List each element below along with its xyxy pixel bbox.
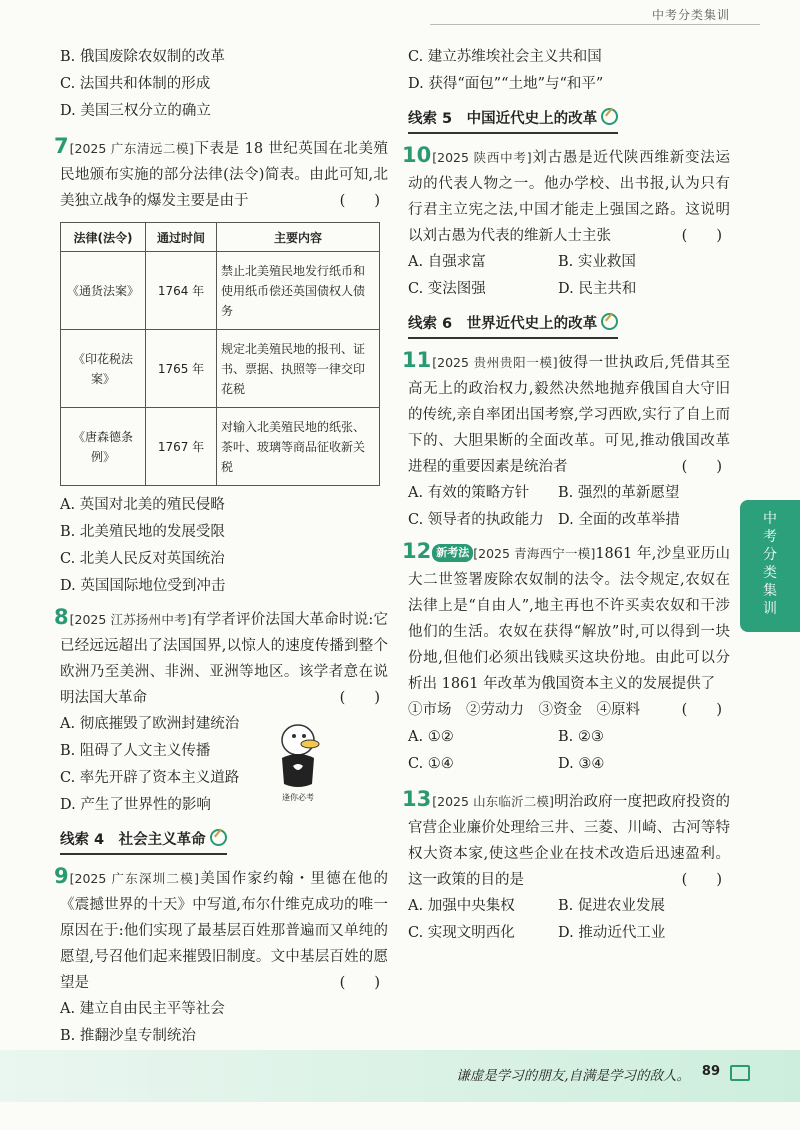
q8-option-c: C. 率先开辟了资本主义道路 (60, 770, 240, 786)
table-cell: 规定北美殖民地的报刊、证书、票据、执照等一律交印花税 (217, 330, 380, 408)
section-6-title: 线索 6 世界近代史上的改革 (408, 316, 598, 332)
q9-option-c: C. 建立苏维埃社会主义共和国 (408, 49, 602, 65)
pen-icon (210, 829, 227, 846)
header-rule (430, 24, 760, 25)
table-cell: 对输入北美殖民地的纸张、茶叶、玻璃等商品征收新关税 (217, 408, 380, 486)
q6-option-b: B. 俄国废除农奴制的改革 (60, 49, 225, 65)
q11-number: 11 (402, 348, 432, 372)
footer-motto: 谦虚是学习的朋友,自满是学习的敌人。 (456, 1068, 690, 1084)
q9-paren: ( ) (339, 975, 380, 991)
duck-illustration (268, 718, 328, 792)
q7-option-c: C. 北美人民反对英国统治 (60, 551, 225, 567)
q12-text: 1861 年,沙皇亚历山大二世签署废除农奴制的法令。法令规定,农奴在法律上是“自由人”,地主再也不许买卖农奴和干涉他们的生活。农奴在获得“解放”时,可以得到一块份地,但他们必须出钱赎买这块份地。由此可以分析出 1861 年改革为俄国资本主义的发展提供了 (408, 546, 730, 692)
page-number: 89 (701, 1064, 720, 1079)
table-cell: 1765 年 (146, 330, 217, 408)
q8-source: [2025 江苏扬州中考] (69, 612, 192, 627)
q8-option-d: D. 产生了世界性的影响 (60, 797, 211, 813)
q8-text: 有学者评价法国大革命时说:它已经远远超出了法国国界,以惊人的速度传播到整个欧洲乃至美洲、非洲、亚洲等地区。该学者意在说明法国大革命 (60, 612, 388, 706)
table-row (61, 408, 380, 486)
q10-option-d: D. 民主共和 (558, 281, 637, 297)
table-cell: 1767 年 (146, 408, 217, 486)
q10-option-a: A. 自强求富 (408, 254, 486, 270)
q12-option-a: A. ①② (408, 729, 454, 745)
q9-option-d: D. 获得“面包”“土地”与“和平” (408, 76, 604, 92)
q13-options-row-1 (408, 893, 730, 920)
q9-source: [2025 广东深圳二模] (69, 871, 199, 886)
table-header: 主要内容 (217, 223, 380, 252)
q7-option-d: D. 英国国际地位受到冲击 (60, 578, 226, 594)
table-header: 通过时间 (146, 223, 217, 252)
question-9 (54, 863, 389, 1050)
table-cell: 《通货法案》 (61, 252, 146, 330)
q13-options-row-2 (408, 920, 730, 947)
question-8 (54, 604, 388, 819)
q10-options-row-1 (408, 249, 730, 276)
q13-option-b: B. 促进农业发展 (558, 898, 665, 914)
q13-paren: ( ) (681, 872, 722, 888)
page-footer (0, 1050, 800, 1102)
side-section-tab (740, 500, 800, 632)
question-10 (402, 142, 731, 303)
q12-options-row-1 (408, 724, 730, 751)
right-column (402, 44, 731, 947)
left-column (54, 44, 389, 1050)
q10-number: 10 (402, 143, 432, 167)
table-header: 法律(法令) (61, 223, 146, 252)
q13-option-c: C. 实现文明西化 (408, 925, 515, 941)
table-cell: 禁止北美殖民地发行纸币和使用纸币偿还英国债权人债务 (217, 252, 380, 330)
q11-option-d: D. 全面的改革举措 (558, 512, 680, 528)
table-cell: 1764 年 (146, 252, 217, 330)
law-table (60, 222, 380, 486)
q11-options-row-2 (408, 507, 730, 534)
q11-option-b: B. 强烈的革新愿望 (558, 485, 680, 501)
q8-paren: ( ) (339, 690, 380, 706)
q13-option-d: D. 推动近代工业 (558, 925, 666, 941)
q13-text: 明治政府一度把政府投资的官营企业廉价处理给三井、三菱、川崎、古河等特权大资本家,使这些企业在技术改造后迅速盈利。这一政策的目的是 (408, 794, 731, 888)
q13-source: [2025 山东临沂二模] (432, 794, 554, 809)
section-4-heading (60, 829, 227, 855)
duck-caption: 逢你必考 (282, 793, 314, 802)
q6-option-d: D. 美国三权分立的确立 (60, 103, 211, 119)
question-7 (54, 133, 389, 600)
question-13 (402, 786, 731, 947)
new-method-badge: 新考法 (432, 544, 473, 562)
q10-paren: ( ) (681, 228, 722, 244)
q12-option-c: C. ①④ (408, 756, 454, 772)
q7-option-a: A. 英国对北美的殖民侵略 (60, 497, 225, 513)
table-cell: 《印花税法案》 (61, 330, 146, 408)
q7-paren: ( ) (339, 193, 380, 209)
q12-items: ①市场 ②劳动力 ③资金 ④原料 (408, 702, 640, 718)
q7-option-b: B. 北美殖民地的发展受限 (60, 524, 225, 540)
q8-option-b: B. 阻碍了人文主义传播 (60, 743, 211, 759)
q12-paren: ( ) (681, 702, 722, 718)
q11-source: [2025 贵州贵阳一模] (432, 355, 558, 370)
table-row (61, 330, 380, 408)
q7-text: 下表是 18 世纪英国在北美殖民地颁布实施的部分法律(法令)简表。由此可知,北美独立战争的爆发主要是由于 (60, 141, 389, 209)
q12-options-row-2 (408, 751, 730, 778)
question-12 (402, 538, 730, 778)
section-6-heading (408, 313, 618, 339)
q12-option-b: B. ②③ (558, 729, 604, 745)
q12-option-d: D. ③④ (558, 756, 605, 772)
q10-option-b: B. 实业救国 (558, 254, 636, 270)
q11-option-c: C. 领导者的执政能力 (408, 512, 544, 528)
q10-options-row-2 (408, 276, 730, 303)
question-11 (402, 347, 730, 534)
pen-icon (601, 313, 618, 330)
q6-option-c: C. 法国共和体制的形成 (60, 76, 211, 92)
q9-option-a: A. 建立自由民主平等社会 (60, 1001, 225, 1017)
q8-number: 8 (54, 605, 69, 629)
section-4-title: 线索 4 社会主义革命 (60, 832, 206, 848)
q13-number: 13 (402, 787, 432, 811)
section-5-title: 线索 5 中国近代史上的改革 (408, 111, 598, 127)
q11-text: 彼得一世执政后,凭借其至高无上的政治权力,毅然决然地抛弃俄国自大守旧的传统,亲自率团出国考察,学习西欧,实行了自上而下的、大胆果断的全面改革。可见,推动俄国改革进程的重要因素是统治者 (408, 355, 730, 475)
header-series: 中考分类集训 (651, 8, 730, 22)
book-icon (730, 1065, 750, 1081)
q7-source: [2025 广东清远二模] (69, 141, 194, 156)
pen-icon (601, 108, 618, 125)
q7-number: 7 (54, 134, 69, 158)
q11-paren: ( ) (681, 459, 722, 475)
q10-source: [2025 陕西中考] (432, 150, 532, 165)
q13-option-a: A. 加强中央集权 (408, 898, 515, 914)
q10-text: 刘古愚是近代陕西维新变法运动的代表人物之一。他办学校、出书报,认为只有行君主立宪之法,中国才能走上强国之路。这说明以刘古愚为代表的维新人士主张 (408, 150, 731, 244)
q8-option-a: A. 彻底摧毁了欧洲封建统治 (60, 716, 240, 732)
q12-source: [2025 青海西宁一模] (473, 546, 596, 561)
q12-number: 12 (402, 539, 432, 563)
table-row (61, 252, 380, 330)
table-cell: 《唐森德条例》 (61, 408, 146, 486)
q9-text: 美国作家约翰・里德在他的《震撼世界的十天》中写道,布尔什维克成功的唯一原因在于:他们实现了最基层百姓那普遍而又单纯的愿望,号召他们起来摧毁旧制度。文中基层百姓的愿望是 (60, 871, 389, 991)
q9-number: 9 (54, 864, 69, 888)
section-5-heading (408, 108, 618, 134)
q10-option-c: C. 变法图强 (408, 281, 486, 297)
side-tab-label: 中考分类集训 (763, 511, 777, 617)
q9-option-b: B. 推翻沙皇专制统治 (60, 1028, 196, 1044)
q11-option-a: A. 有效的策略方针 (408, 485, 530, 501)
q11-options-row-1 (408, 480, 730, 507)
